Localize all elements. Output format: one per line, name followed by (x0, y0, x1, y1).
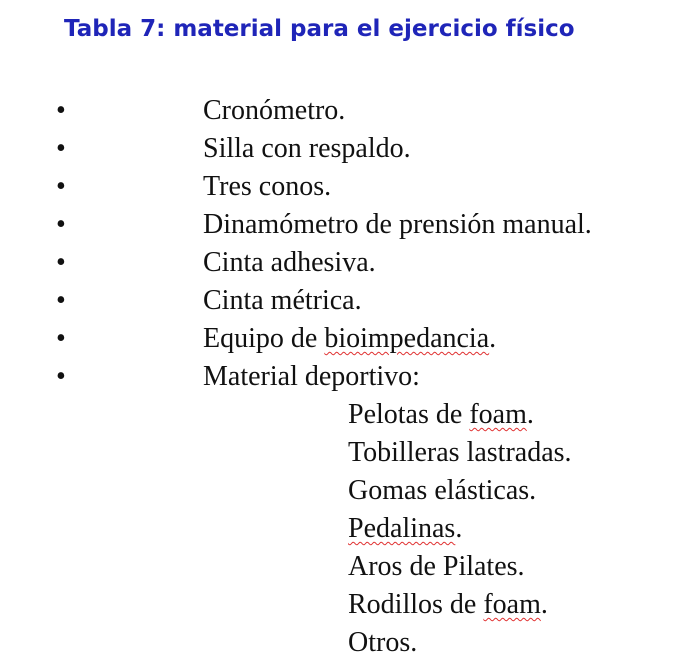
spellcheck-flagged-word: bioimpedancia (324, 323, 490, 354)
bullet: • (56, 171, 66, 202)
sports-material-sublist (0, 396, 572, 662)
list-item-text: Material deportivo: (203, 361, 420, 392)
bullet: • (56, 133, 66, 164)
bullet: • (56, 247, 66, 278)
bullet: • (56, 323, 66, 354)
list-item-text: Silla con respaldo. (203, 133, 411, 164)
bullet: • (56, 285, 66, 316)
sub-list-item: Gomas elásticas. (348, 475, 537, 506)
sub-list-item: Rodillos de foam. (348, 589, 548, 620)
sub-list-item: Aros de Pilates. (348, 551, 525, 582)
sub-list-item: Tobilleras lastradas. (348, 437, 572, 468)
list-item-text: Dinamómetro de prensión manual. (203, 209, 592, 240)
list-item-text: Cinta métrica. (203, 285, 362, 316)
list-item-text: Cronómetro. (203, 95, 346, 126)
spellcheck-flagged-word: Pedalinas (348, 513, 456, 544)
table-title: Tabla 7: material para el ejercicio físico (64, 16, 575, 42)
list-item-text: Equipo de bioimpedancia. (203, 323, 497, 354)
list-item-text: Cinta adhesiva. (203, 247, 376, 278)
sub-list-item: Pedalinas. (348, 513, 463, 544)
sub-list-item: Pelotas de foam. (348, 399, 534, 430)
list-item-text: Tres conos. (203, 171, 332, 202)
bullet: • (56, 95, 66, 126)
spellcheck-flagged-word: foam (483, 589, 541, 620)
sub-list-item: Otros. (348, 627, 418, 658)
bullet: • (56, 361, 66, 392)
bullet: • (56, 209, 66, 240)
spellcheck-flagged-word: foam (469, 399, 527, 430)
